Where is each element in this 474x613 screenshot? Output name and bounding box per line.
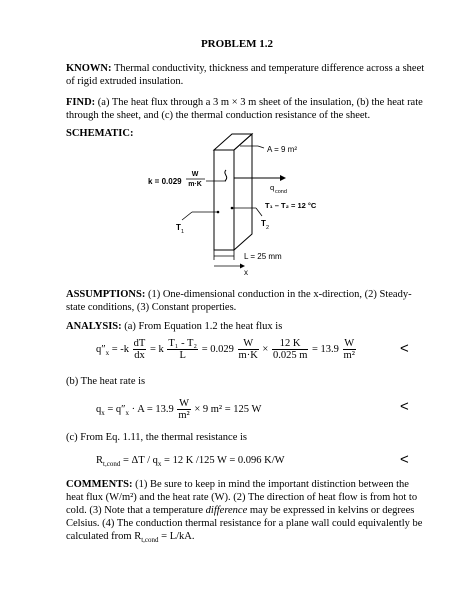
problem-title: PROBLEM 1.2 xyxy=(200,38,274,50)
heat-rate-equation: $q_x = q''_x \cdot A = 13.9$ $\frac{W}{\text{m²}}$ × 9 m² = 125 W xyxy=(96,398,262,421)
area-label: A = 9 m² xyxy=(267,145,298,154)
t1-sub: 1 xyxy=(181,229,185,235)
dT-label: T₁ – T₂ = 12 °C xyxy=(265,201,317,210)
schematic-label: SCHEMATIC: xyxy=(66,128,134,139)
heat-flux-equation: $q''_x = -k$ $\frac{dT}{dx}$ = k $\frac{\text{T₁ - T₂}}{L}$ = 0.029 $\frac{W}{m\cdot K}$ × $\frac{12 K}{0.025 m}$ = 13.9 $\frac{W}{\text{m²}}$ xyxy=(96,338,355,361)
x-label: x xyxy=(244,268,248,277)
find-text: (a) The heat flux through a 3 m × 3 m sheet of the insulation, (b) the heat rate through the sheet, and (c) the thermal conduction resistance of the sheet. xyxy=(66,97,423,121)
k-unit-den: m·K xyxy=(188,181,202,188)
q-sub: cond xyxy=(275,189,287,195)
part-b-text: (b) The heat rate is xyxy=(66,376,146,387)
L-label: L = 25 mm xyxy=(244,252,282,261)
t2-sub: 2 xyxy=(266,225,270,231)
slab-top-face xyxy=(214,134,252,150)
analysis-section xyxy=(66,320,426,333)
difference-emphasis: difference xyxy=(205,505,248,516)
check-mark-c: < xyxy=(400,451,409,468)
known-section xyxy=(66,62,426,88)
part-c-text: (c) From Eq. 1.11, the thermal resistance is xyxy=(66,432,247,443)
assumptions-text: (1) One-dimensional conduction in the x-direction, (2) Steady-state conditions, (3) Constant properties. xyxy=(66,289,412,313)
analysis-intro: (a) From Equation 1.2 the heat flux is xyxy=(124,321,283,332)
find-section xyxy=(66,96,426,122)
find-label: FIND: xyxy=(66,97,96,108)
check-mark-a: < xyxy=(400,340,409,357)
known-text: Thermal conductivity, thickness and temperature difference across a sheet of rigid extruded insulation. xyxy=(66,63,425,87)
assumptions-label: ASSUMPTIONS: xyxy=(66,289,146,300)
comments-label: COMMENTS: xyxy=(66,479,133,490)
slab-right-face xyxy=(234,134,252,250)
known-label: KNOWN: xyxy=(66,63,112,74)
q-label: q xyxy=(270,183,275,192)
resistance-equation: $R_{t,cond} = \Delta T / q_x = 12$ K /125 W = 0.096 K/W xyxy=(96,455,285,469)
squiggle-mark xyxy=(225,170,227,181)
check-mark-b: < xyxy=(400,398,409,415)
schematic-diagram xyxy=(140,128,360,278)
comments-section: COMMENTS: (1) Be sure to keep in mind the important distinction between the heat flux (W/m²) and the heat rate (W). (2) The direction of heat flow is from hot to cold. (3) Note that a temperature difference may be expressed in kelvins or degrees Celsius. (4) The conduction thermal resistance for a plane wall could equivalently be calculated from $R_{t,cond} = L/kA$. xyxy=(66,479,423,545)
k-label: k = 0.029 xyxy=(148,177,182,186)
assumptions-section xyxy=(66,288,426,314)
slab-front-face xyxy=(214,150,234,250)
analysis-label: ANALYSIS: xyxy=(66,321,122,332)
k-unit-num: W xyxy=(191,171,199,178)
t2-label: T xyxy=(261,219,266,228)
t1-label: T xyxy=(176,223,181,232)
